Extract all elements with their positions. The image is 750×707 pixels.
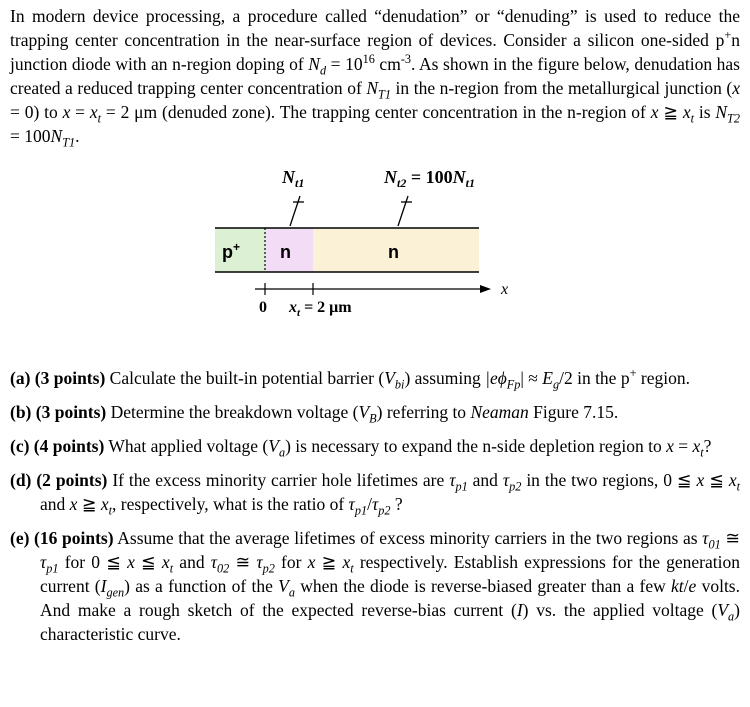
region-p-label: p+ [222, 240, 241, 262]
region-n1-label: n [280, 242, 291, 262]
x-axis-label: x [501, 281, 509, 298]
questions-list [10, 366, 740, 656]
intro-paragraph: In modern device processing, a procedure called “denudation” or “denuding” is used to reduce the trapping center concentration in the near-surface region of devices. Consider a silicon one-sided p+n junction diode with an n-region doping of $N_d = 10^{16}$ $cm^{-3}$. As shown in the figure below, denudation has created a reduced trapping center concentration of $N_{T1}$ in the n-region from the metallurgical junction (x = 0) to $x = x_t = 2$ μm (denuded zone). The trapping center concentration in the n-region of x ≧ $x_t$ is $N_{T2} = 100N_{T1}$. [10, 6, 741, 150]
question-c: (c) (4 points) What applied voltage $(V_a)$ is necessary to expand the n-side depletion region to $x = x_t$? [10, 436, 712, 460]
tick-xt-label: $x_t = 2$ μm [289, 299, 352, 319]
question-a: (a) (3 points) Calculate the built-in potential barrier $(V_{bi})$ assuming $|e\phi_{Fp}| \approx E_g/2$ in the p+ region. [10, 366, 690, 392]
problem-intro [10, 4, 740, 148]
pointer-nt2 [398, 196, 408, 226]
question-e: (e) (16 points) Assume that the average lifetimes of excess minority carriers in the two regions as $\tau_{01}$ ≅ $\tau_{p1}$ for 0 ≦ x ≦ $x_t$ and $\tau_{02}$ ≅ $\tau_{p2}$ for x ≧ $x_t$ respectively. Establish expressions for the generation current $(I_{gen})$ as a function of the $V_a$ when the diode is reverse-biased greater than a few kt/e volts. And make a rough sketch of the expected reverse-bias current (I) vs. the applied voltage $(V_a)$ characteristic curve. [10, 528, 741, 644]
label-nt2: $N_{t2} = 100N_{t1}$ [384, 167, 475, 190]
region-n2-label: n [388, 242, 399, 262]
label-nt1: $N_{t1}$ [282, 167, 305, 190]
question-d: (d) (2 points) If the excess minority carrier hole lifetimes are $\tau_{p1}$ and $\tau_{p2}$ in the two regions, 0 ≦ x ≦ $x_t$ and x ≧ $x_t$, respectively, what is the ratio of $\tau_{p1}/\tau_{p2}$ ? [10, 470, 740, 518]
junction-figure [0, 160, 750, 330]
x-axis-arrow [480, 285, 491, 293]
pointer-nt1 [290, 196, 300, 226]
tick-0-label: 0 [259, 299, 267, 316]
question-b: (b) (3 points) Determine the breakdown voltage $(V_B)$ referring to Neaman Figure 7.15. [10, 402, 619, 426]
